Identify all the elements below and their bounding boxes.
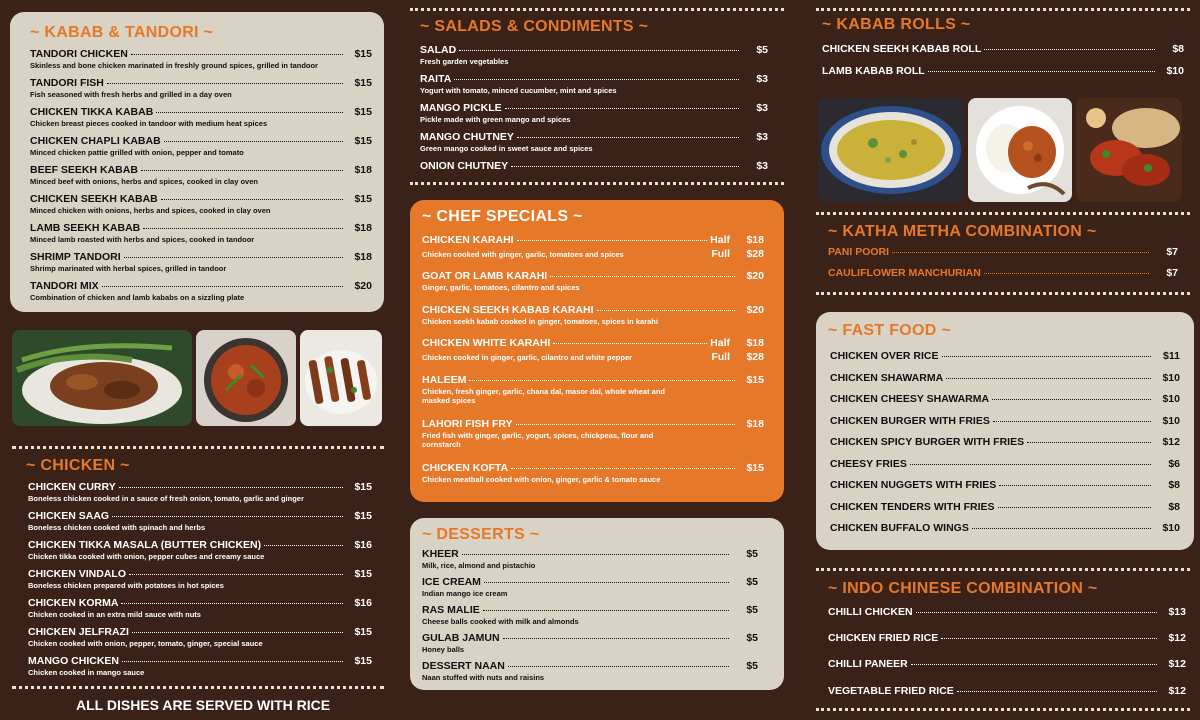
item-price: $15 xyxy=(354,135,372,147)
menu-item xyxy=(830,479,1180,491)
item-size-half: Half xyxy=(710,234,730,246)
item-name: KHEER xyxy=(422,548,459,560)
menu-item xyxy=(30,106,372,128)
item-name: GULAB JAMUN xyxy=(422,632,500,644)
menu-item xyxy=(422,374,764,405)
menu-item xyxy=(422,337,764,363)
menu-item xyxy=(422,234,764,260)
menu-item xyxy=(28,539,372,561)
item-price: $15 xyxy=(354,77,372,89)
item-desc: Minced beef with onions, herbs and spices, cooked in clay oven xyxy=(30,177,258,186)
item-desc: Minced chicken pattie grilled with onion, pepper and tomato xyxy=(30,148,244,157)
menu-item xyxy=(30,135,372,157)
kabab-rolls-title: ~ KABAB ROLLS ~ xyxy=(822,16,971,33)
chef-specials-title: ~ CHEF SPECIALS ~ xyxy=(422,208,583,225)
item-name: CHICKEN OVER RICE xyxy=(830,350,939,362)
fast-food-title: ~ FAST FOOD ~ xyxy=(828,322,952,339)
katha-metha-title: ~ KATHA METHA COMBINATION ~ xyxy=(828,223,1097,240)
item-price: $3 xyxy=(756,160,768,172)
item-name: MANGO CHICKEN xyxy=(28,655,119,667)
item-price: $5 xyxy=(746,576,758,588)
indo-chinese-title: ~ INDO CHINESE COMBINATION ~ xyxy=(828,580,1098,597)
menu-item xyxy=(830,372,1180,384)
item-name: CHICKEN FRIED RICE xyxy=(828,632,939,644)
menu-item xyxy=(420,131,768,153)
menu-item xyxy=(30,77,372,99)
item-price: $12 xyxy=(1168,658,1186,670)
item-price: $5 xyxy=(746,632,758,644)
item-price: $20 xyxy=(746,304,764,316)
item-desc: Chicken cooked in mango sauce xyxy=(28,668,145,677)
divider xyxy=(816,212,1190,215)
item-name: TANDORI CHICKEN xyxy=(30,48,128,60)
item-desc: Naan stuffed with nuts and raisins xyxy=(422,673,545,682)
item-price: $15 xyxy=(746,462,764,474)
item-name: CHILLI PANEER xyxy=(828,658,908,670)
desserts-title: ~ DESSERTS ~ xyxy=(422,526,540,543)
menu-item xyxy=(420,73,768,95)
menu-item xyxy=(828,606,1186,618)
item-price: $11 xyxy=(1163,350,1180,362)
item-name: CHICKEN JELFRAZI xyxy=(28,626,129,638)
item-price: $10 xyxy=(1162,522,1180,534)
item-price: $12 xyxy=(1162,436,1180,448)
menu-item xyxy=(422,632,758,654)
item-desc: Shrimp marinated with herbal spices, grilled in tandoor xyxy=(30,264,227,273)
item-price: $20 xyxy=(746,270,764,282)
item-desc: Pickle made with green mango and spices xyxy=(420,115,571,124)
item-name: SALAD xyxy=(420,44,457,56)
item-price: $18 xyxy=(354,251,372,263)
item-price: $7 xyxy=(1166,267,1178,279)
item-price: $10 xyxy=(1162,371,1180,384)
item-desc: Chicken cooked in an extra mild sauce with nuts xyxy=(28,610,201,619)
salads-title: ~ SALADS & CONDIMENTS ~ xyxy=(420,18,649,35)
item-name: LAHORI FISH FRY xyxy=(422,418,513,430)
item-price: $16 xyxy=(354,539,372,551)
item-name: LAMB SEEKH KABAB xyxy=(30,222,141,234)
divider xyxy=(12,686,384,689)
menu-item xyxy=(28,655,372,677)
item-price-full: $28 xyxy=(746,351,764,363)
item-price: $18 xyxy=(354,222,372,234)
item-name: TANDORI MIX xyxy=(30,280,99,292)
item-desc: Yogurt with tomato, minced cucumber, mint and spices xyxy=(420,86,617,95)
menu-item xyxy=(30,222,372,244)
kabab-tandori-title: ~ KABAB & TANDORI ~ xyxy=(30,24,214,41)
item-name: SHRIMP TANDORI xyxy=(30,251,121,263)
item-desc: Fish seasoned with fresh herbs and grilled in a day oven xyxy=(30,90,232,99)
item-name: CHICKEN VINDALO xyxy=(28,568,127,580)
item-price: $7 xyxy=(1166,246,1178,258)
item-price: $10 xyxy=(1162,414,1180,427)
item-name: PANI POORI xyxy=(828,246,890,258)
item-desc: Boneless chicken cooked in a sauce of fresh onion, tomato, garlic and ginger xyxy=(28,494,304,503)
item-name: DESSERT NAAN xyxy=(422,660,505,672)
item-price: $15 xyxy=(354,568,372,580)
item-size-full: Full xyxy=(711,351,730,363)
item-price: $15 xyxy=(354,481,372,493)
menu-item xyxy=(422,304,764,326)
chef-specials-panel xyxy=(410,200,784,502)
item-name: BEEF SEEKH KABAB xyxy=(30,164,138,176)
item-price: $15 xyxy=(354,48,372,60)
item-price: $12 xyxy=(1168,632,1186,644)
menu-item xyxy=(828,267,1178,279)
item-name: CAULIFLOWER MANCHURIAN xyxy=(828,267,981,279)
food-photo-tandoori-platter xyxy=(1076,98,1182,202)
item-price: $5 xyxy=(746,548,758,560)
item-name: ICE CREAM xyxy=(422,576,481,588)
menu-item xyxy=(822,43,1184,55)
item-name: CHICKEN TENDERS WITH FRIES xyxy=(830,500,995,513)
menu-item xyxy=(422,604,758,626)
item-desc: Milk, rice, almond and pistachio xyxy=(422,561,536,570)
item-name: CHICKEN SEEKH KABAB xyxy=(30,193,158,205)
item-name: CHICKEN NUGGETS WITH FRIES xyxy=(830,479,997,491)
item-price: $18 xyxy=(746,234,764,246)
menu-item xyxy=(830,436,1180,448)
item-desc: Minced lamb roasted with herbs and spices, cooked in tandoor xyxy=(30,235,255,244)
item-price: $8 xyxy=(1168,479,1180,491)
item-price: $3 xyxy=(756,102,768,114)
divider xyxy=(816,292,1190,295)
item-price: $15 xyxy=(354,655,372,667)
menu-item xyxy=(420,102,768,124)
divider xyxy=(816,8,1190,11)
item-name: VEGETABLE FRIED RICE xyxy=(828,685,954,697)
menu-column-1 xyxy=(0,0,394,720)
food-photo-curry-rice xyxy=(968,98,1072,202)
item-desc: Boneless chicken prepared with potatoes in hot spices xyxy=(28,581,224,590)
item-price: $18 xyxy=(746,418,764,430)
menu-item xyxy=(28,626,372,648)
item-name: CHICKEN WHITE KARAHI xyxy=(422,337,551,349)
item-name: CHICKEN SPICY BURGER WITH FRIES xyxy=(830,436,1025,448)
item-price-full: $28 xyxy=(746,248,764,260)
item-name: RAS MALIE xyxy=(422,604,480,616)
item-price: $13 xyxy=(1168,606,1186,618)
menu-item xyxy=(830,350,1180,362)
menu-item xyxy=(30,251,372,273)
item-name: CHICKEN TIKKA MASALA (BUTTER CHICKEN) xyxy=(28,539,262,551)
item-name: GOAT OR LAMB KARAHI xyxy=(422,270,548,282)
item-name: CHICKEN SEEKH KABAB ROLL xyxy=(822,43,982,55)
menu-item xyxy=(30,164,372,186)
item-desc: Minced chicken with onions, herbs and spices, cooked in clay oven xyxy=(30,206,271,215)
item-desc: Fresh garden vegetables xyxy=(420,57,509,66)
menu-item xyxy=(830,522,1180,534)
item-desc: Chicken meatball cooked with onion, ginger, garlic & tomato sauce xyxy=(422,475,661,484)
divider xyxy=(816,568,1190,571)
item-desc: Skinless and bone chicken marinated in freshly ground spices, grilled in tandoor xyxy=(30,61,318,70)
menu-item xyxy=(422,660,758,682)
item-name: CHICKEN CURRY xyxy=(28,481,116,493)
item-price: $10 xyxy=(1166,65,1184,77)
item-desc: Cheese balls cooked with milk and almonds xyxy=(422,617,579,626)
item-desc: Ginger, garlic, tomatoes, cilantro and spices xyxy=(422,283,580,292)
item-desc: Chicken cooked in ginger, garlic, cilantro and white pepper xyxy=(422,353,633,362)
menu-item xyxy=(28,481,372,503)
item-name: CHICKEN KARAHI xyxy=(422,234,514,246)
divider xyxy=(410,8,784,11)
divider xyxy=(816,708,1190,711)
item-name: HALEEM xyxy=(422,374,467,386)
item-name: ONION CHUTNEY xyxy=(420,160,509,172)
item-name: CHICKEN SEEKH KABAB KARAHI xyxy=(422,304,594,316)
desserts-panel xyxy=(410,518,784,690)
item-name: CHICKEN BURGER WITH FRIES xyxy=(830,414,990,427)
menu-item xyxy=(828,632,1186,644)
menu-item xyxy=(30,48,372,70)
item-price: $5 xyxy=(746,604,758,616)
food-photo-biryani xyxy=(818,98,964,202)
menu-item xyxy=(830,501,1180,513)
item-desc: Chicken cooked with ginger, garlic, tomatoes and spices xyxy=(422,250,624,259)
item-name: CHICKEN TIKKA KABAB xyxy=(30,106,154,118)
menu-item xyxy=(822,65,1184,77)
item-price: $15 xyxy=(354,510,372,522)
item-price: $15 xyxy=(746,374,764,386)
item-name: TANDORI FISH xyxy=(30,77,104,89)
menu-item xyxy=(422,548,758,570)
kabab-tandori-panel xyxy=(10,12,384,312)
item-desc: Indian mango ice cream xyxy=(422,589,508,598)
item-desc: Boneless chicken cooked with spinach and herbs xyxy=(28,523,206,532)
menu-item xyxy=(28,510,372,532)
rice-note: ALL DISHES ARE SERVED WITH RICE xyxy=(76,697,331,713)
item-desc: Green mango cooked in sweet sauce and spices xyxy=(420,144,593,153)
item-name: RAITA xyxy=(420,73,452,85)
item-desc: Chicken tikka cooked with onion, pepper cubes and creamy sauce xyxy=(28,552,265,561)
item-price: $6 xyxy=(1168,457,1180,470)
item-size-full: Full xyxy=(711,248,730,260)
item-price: $3 xyxy=(756,73,768,85)
item-desc: Combination of chicken and lamb kababs on a sizzling plate xyxy=(30,293,245,302)
item-name: CHILLI CHICKEN xyxy=(828,606,913,618)
item-price: $5 xyxy=(756,44,768,56)
item-price: $20 xyxy=(354,280,372,292)
menu-item xyxy=(830,415,1180,427)
item-price: $10 xyxy=(1162,393,1180,405)
menu-item xyxy=(422,418,764,449)
food-photo-karahi xyxy=(196,330,296,426)
food-photo-kabab-dish xyxy=(12,330,192,426)
menu-item xyxy=(28,597,372,619)
menu-item xyxy=(422,270,764,292)
menu-item xyxy=(830,393,1180,405)
item-name: CHICKEN CHEESY SHAWARMA xyxy=(830,393,990,405)
item-price: $12 xyxy=(1168,685,1186,697)
divider xyxy=(12,446,384,449)
item-price: $3 xyxy=(756,131,768,143)
item-price: $16 xyxy=(354,597,372,609)
food-photo-seekh-kabab xyxy=(300,330,382,426)
menu-item xyxy=(422,576,758,598)
item-desc: Chicken cooked with onion, pepper, tomato, ginger, special sauce xyxy=(28,639,263,648)
item-name: CHICKEN KOFTA xyxy=(422,462,509,474)
menu-column-3 xyxy=(806,0,1200,720)
item-desc: Chicken seekh kabab cooked in ginger, tomatoes, spices in karahi xyxy=(422,317,658,326)
menu-item xyxy=(420,44,768,66)
item-name: MANGO CHUTNEY xyxy=(420,131,514,143)
item-price: $5 xyxy=(746,660,758,672)
menu-item xyxy=(828,685,1186,697)
chicken-title: ~ CHICKEN ~ xyxy=(26,457,130,474)
item-name: CHICKEN BUFFALO WINGS xyxy=(830,522,969,534)
item-name: LAMB KABAB ROLL xyxy=(822,65,925,77)
menu-item xyxy=(28,568,372,590)
menu-item xyxy=(422,462,764,484)
item-price: $18 xyxy=(746,337,764,349)
menu-column-2 xyxy=(400,0,794,720)
item-name: CHEESY FRIES xyxy=(830,457,907,470)
item-name: CHICKEN SAAG xyxy=(28,510,110,522)
item-price: $15 xyxy=(354,106,372,118)
item-price: $8 xyxy=(1172,43,1184,55)
fast-food-panel xyxy=(816,312,1194,550)
item-price: $18 xyxy=(354,164,372,176)
item-size-half: Half xyxy=(710,337,730,349)
item-name: CHICKEN SHAWARMA xyxy=(830,371,944,384)
item-name: CHICKEN KORMA xyxy=(28,597,119,609)
menu-item xyxy=(828,658,1186,670)
item-price: $8 xyxy=(1168,500,1180,513)
item-desc: Chicken, fresh ginger, garlic, chana dal, masor dal, whole wheat and masked spices xyxy=(422,387,665,405)
item-price: $15 xyxy=(354,193,372,205)
item-desc: Fried fish with ginger, garlic, yogurt, spices, chickpeas, flour and cornstarch xyxy=(422,431,654,449)
item-name: CHICKEN CHAPLI KABAB xyxy=(30,135,161,147)
menu-item xyxy=(830,458,1180,470)
item-desc: Honey balls xyxy=(422,645,465,654)
item-price: $15 xyxy=(354,626,372,638)
item-name: MANGO PICKLE xyxy=(420,102,502,114)
divider xyxy=(410,182,784,185)
menu-item xyxy=(30,193,372,215)
menu-item xyxy=(420,160,768,172)
menu-item xyxy=(30,280,372,302)
menu-item xyxy=(828,246,1178,258)
item-desc: Chicken breast pieces cooked in tandoor with medium heat spices xyxy=(30,119,268,128)
